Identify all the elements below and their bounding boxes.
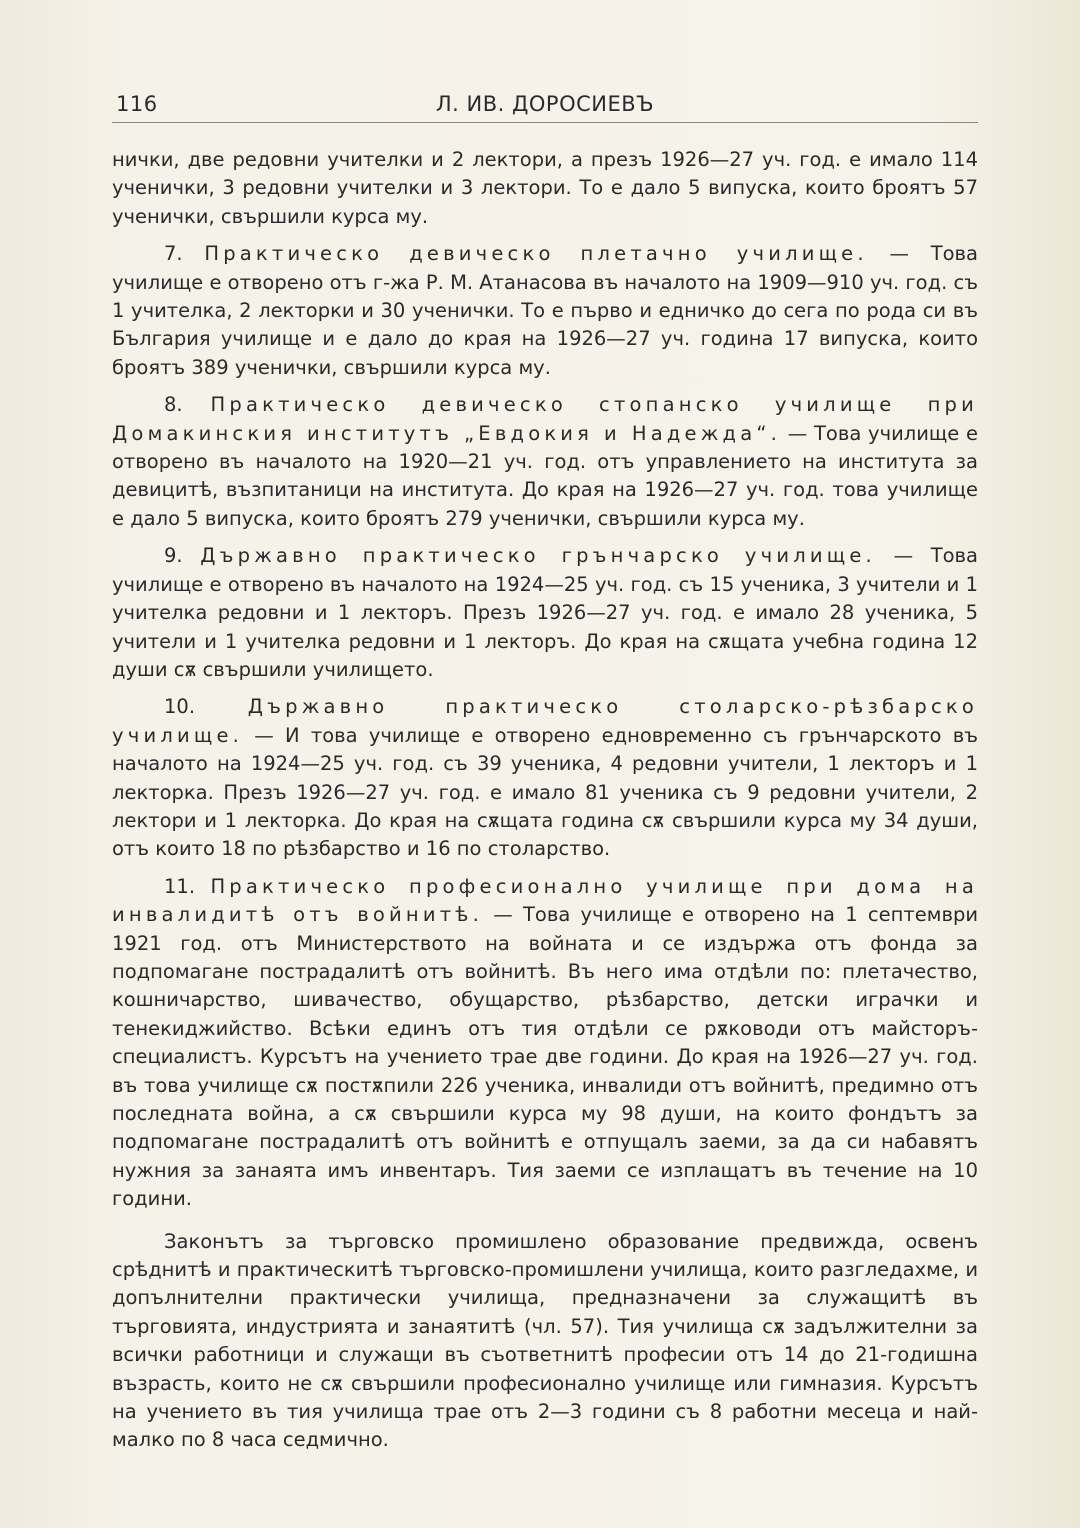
item-number: 8. [164, 393, 183, 417]
item-number: 7. [164, 242, 183, 266]
item-heading: Практическо девическо плетачно училище. [204, 242, 868, 266]
item-heading: Практическо професионално училище при дома на инвалидитѣ отъ войнитѣ. [112, 874, 978, 927]
item-number: 11. [164, 874, 196, 898]
item-heading: Държавно практическо столарско-рѣзбарско училище. [112, 695, 979, 747]
paragraph-text: — Това училище е отворено отъ г-жа Р. М. Атанасова въ началото на 1909—910 уч. год. съ 1 учителка, 2 лекторки и 30 ученички. То е първо и едничко до сега по рода си въ България училище и е дало до края на 1926—27 уч. година 17 випуска, които броятъ 389 ученички, свършили курса му. [112, 242, 978, 379]
body-text [112, 146, 978, 1455]
item-number: 9. [164, 544, 183, 568]
paragraph-item-11 [112, 873, 978, 1214]
paragraph-item-9 [112, 542, 978, 684]
paragraph-text: — Това училище е отворено въ началото на 1920—21 уч. год. отъ управлението на института за девицитѣ, възпитаници на института. До края на 1926—27 уч. год. това училище е дало 5 випуска, които броятъ 279 ученички, свършили курса му. [112, 421, 978, 530]
paragraph-closing [112, 1228, 978, 1455]
paragraph-text: — И това училище е отворено едновременно съ грънчарското въ началото на 1924—25 уч. год. съ 39 ученика, 4 редовни учители, 1 лекторъ и 1 лекторка. Презъ 1926—27 уч. год. е имало 81 ученика съ 9 редовни учители, 2 лектори и 1 лекторка. До края на сѫщата година сѫ свършили курса му 34 души, отъ които 18 по рѣзбарство и 16 по столарство. [112, 723, 978, 861]
item-heading: Държавно практическо грънчарско училище. [200, 544, 876, 568]
paragraph-item-8 [112, 391, 978, 533]
paragraph-item-7 [112, 240, 978, 382]
item-number: 10. [164, 695, 196, 719]
paragraph-text: Законътъ за търговско промишлено образование предвижда, освенъ срѣднитѣ и практическитѣ търговско-промишлени училища, които разгледахме, и допълнителни практически училища, предназначени за служащитѣ въ търговията, индустрията и занаятитѣ (чл. 57). Тия училища сѫ задължителни за всички работници и служащи въ съответнитѣ професии отъ 14 до 21-годишна възрасть, които не сѫ свършили професионално училище или гимназия. Курсътъ на учението въ тия училища трае отъ 2—3 години съ 8 работни месеца и най-малко по 8 часа седмично. [112, 1229, 978, 1452]
paragraph-continuation [112, 146, 978, 231]
paragraph-item-10 [112, 693, 978, 863]
item-heading: Практическо девическо стопанско училище при Домакинския институтъ „Евдокия и Надежда“. [112, 393, 978, 445]
paragraph-text: нички, две редовни учителки и 2 лектори, а презъ 1926—27 уч. год. е имало 114 ученички, 3 редовни учителки и 3 лектори. То е дало 5 випуска, които броятъ 57 ученички, свършили курса му. [112, 148, 978, 228]
running-head: Л. ИВ. ДОРОСИЕВЪ [435, 92, 655, 116]
paragraph-text: — Това училище е отворено на 1 септември 1921 год. отъ Министерството на войната и се издържа отъ фонда за подпомагане пострадалитѣ отъ войнитѣ. Въ него има отдѣли по: плетачество, кошничарство, шивачество, обущарство, рѣзбарство, детски играчки и тенекиджийство. Всѣки единъ отъ тия отдѣли се рѫководи отъ майсторъ-специалистъ. Курсътъ на учението трае две години. До края на 1926—27 уч. год. въ това училище сѫ постѫпили 226 ученика, инвалиди отъ войнитѣ, предимно отъ последната война, а сѫ свършили курса му 98 души, на които фондътъ за подпомагане пострадалитѣ отъ войнитѣ е отпущалъ заеми, за да си набавятъ нужния за занаята имъ инвентаръ. Тия заеми се изплащатъ въ течение на 10 години. [112, 903, 979, 1211]
paragraph-text: — Това училище е отворено въ началото на 1924—25 уч. год. съ 15 ученика, 3 учители и 1 учителка редовни и 1 лекторъ. Презъ 1926—27 уч. год. е имало 28 ученика, 5 учители и 1 учителка редовни и 1 лекторъ. До края на сѫщата учебна година 12 души сѫ свършили училището. [112, 544, 978, 681]
page-header [112, 88, 978, 123]
page-number: 116 [116, 92, 158, 116]
